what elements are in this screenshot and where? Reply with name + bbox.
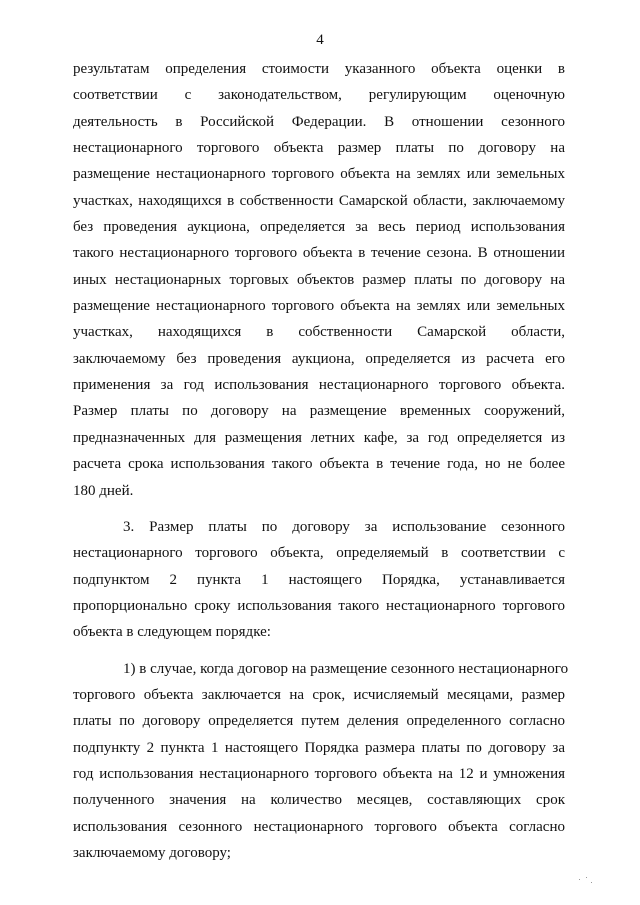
paragraph-line: Размер платы по договору на размещение временных сооружений, [73,403,565,420]
paragraph-line: без проведения аукциона, определяется за весь период использования [73,219,565,236]
paragraph-line: применения за год использования нестационарного торгового объекта. [73,377,565,394]
paragraph [73,656,569,867]
paragraph-line: 180 дней. [73,482,134,499]
paragraph-line: участках, находящихся в собственности Самарской области, заключаемому [73,192,565,209]
scan-specks [577,876,597,886]
paragraph-line: подпункту 2 пункта 1 настоящего Порядка размера платы по договору за [73,739,565,756]
paragraph-line: нестационарного торгового объекта, определяемый в соответствии с [73,545,565,562]
paragraph-line: размещение нестационарного торгового объекта на землях или земельных [73,166,565,183]
paragraph-line: платы по договору определяется путем деления определенного согласно [73,713,565,730]
paragraph-line: объекта в следующем порядке: [73,624,271,641]
paragraph [73,514,565,646]
paragraph-line: заключаемому договору; [73,844,231,861]
paragraph-line: такого нестационарного торгового объекта в течение сезона. В отношении [73,245,565,262]
paragraph-line: соответствии с законодательством, регулирующим оценочную [73,87,565,104]
paragraph-line: использования сезонного нестационарного торгового объекта согласно [73,818,565,835]
paragraph-line: пропорционально сроку использования такого нестационарного торгового [73,597,565,614]
paragraph-line: подпунктом 2 пункта 1 настоящего Порядка, устанавливается [73,571,565,588]
paragraph-line: деятельность в Российской Федерации. В отношении сезонного [73,113,565,130]
page-number: 4 [316,32,324,48]
paragraph-line: 1) в случае, когда договор на размещение сезонного нестационарного [123,660,569,677]
paragraph-line: размещение нестационарного торгового объекта на землях или земельных [73,298,565,315]
paragraph-line: заключаемому без проведения аукциона, определяется из расчета его [73,350,565,367]
paragraph-line: 3. Размер платы по договору за использование сезонного [123,518,565,535]
paragraph-line: торгового объекта заключается на срок, исчисляемый месяцами, размер [73,686,565,703]
paragraph-line: предназначенных для размещения летних кафе, за год определяется из [73,429,565,446]
paragraph-line: нестационарного торгового объекта размер платы по договору на [73,140,565,157]
paragraph-line: иных нестационарных торговых объектов размер платы по договору на [73,271,565,288]
paragraph-line: участках, находящихся в собственности Самарской области, [73,324,565,341]
paragraph [73,56,565,504]
paragraph-line: полученного значения на количество месяцев, составляющих срок [73,792,565,809]
paragraph-line: результатам определения стоимости указанного объекта оценки в [73,61,565,77]
paragraph-line: год использования нестационарного торгового объекта на 12 и умножения [73,765,565,782]
paragraph-line: расчета срока использования такого объекта в течение года, но не более [73,456,565,473]
document-body [73,56,569,866]
